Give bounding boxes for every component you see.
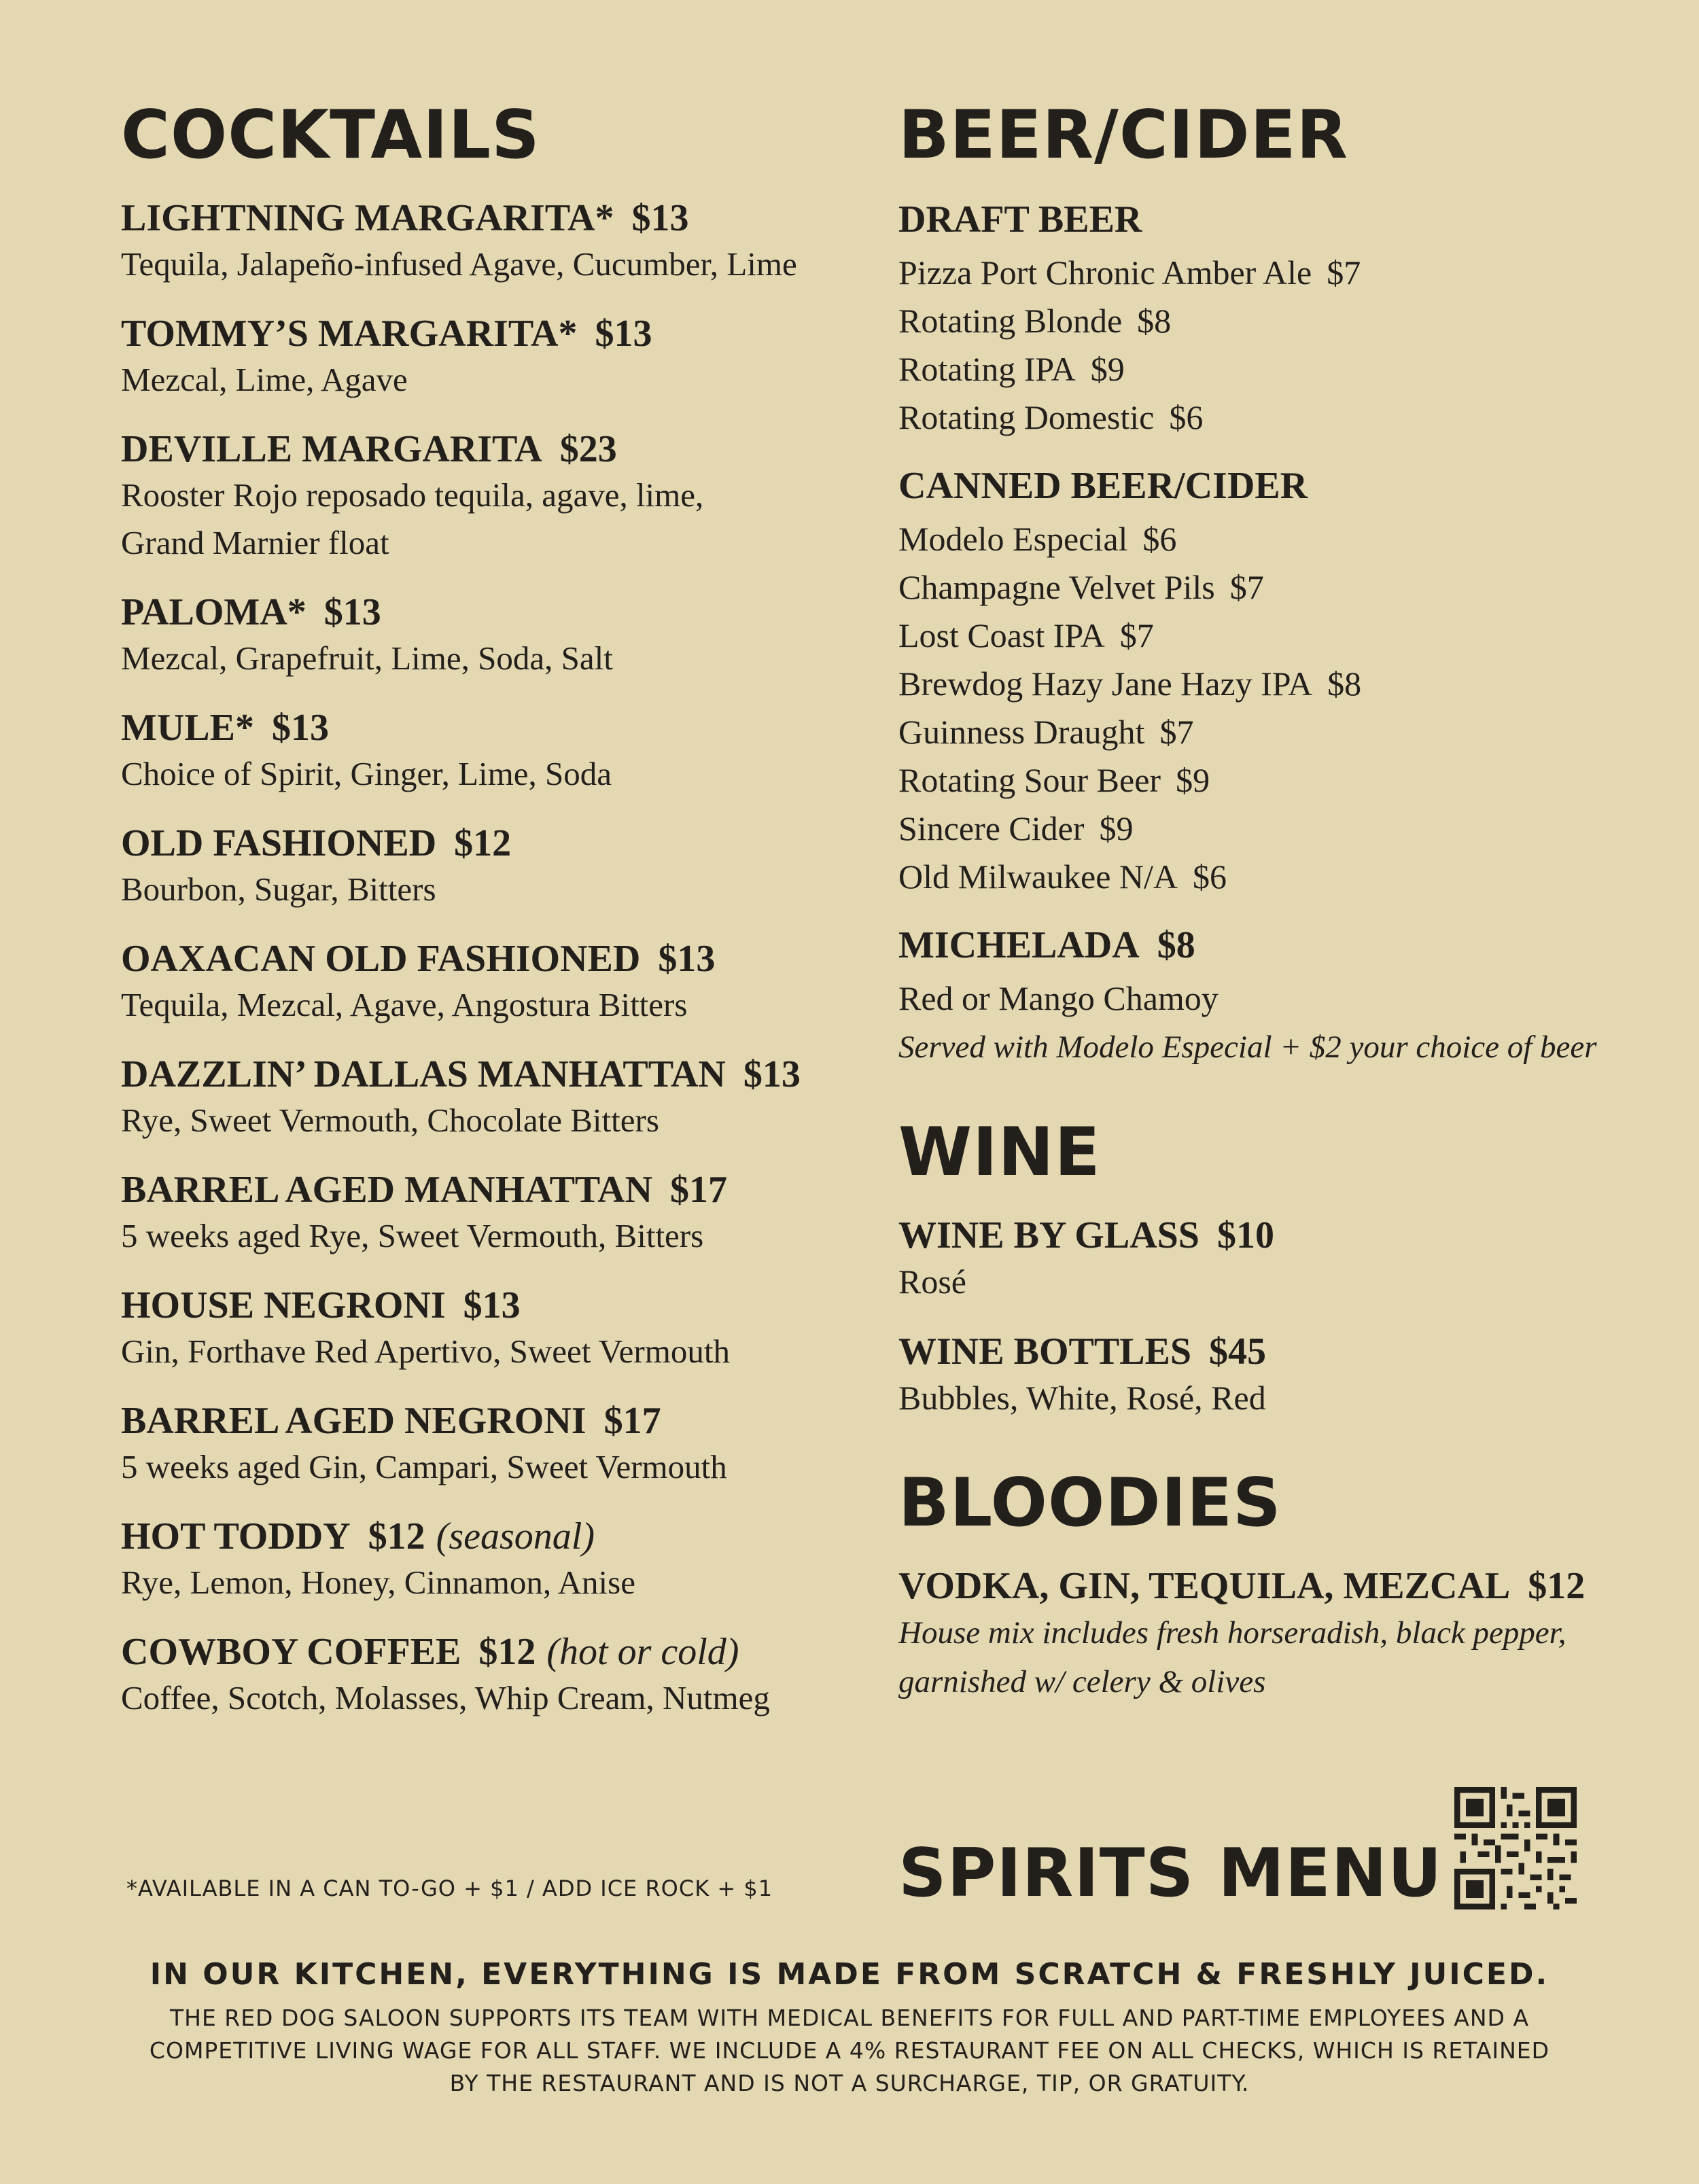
canned-beer-group bbox=[898, 462, 1646, 901]
item-price: $13 bbox=[743, 1053, 801, 1095]
bloodies-price: $12 bbox=[1528, 1565, 1586, 1607]
bloodies-description: House mix includes fresh horseradish, black pepper, bbox=[898, 1615, 1566, 1651]
item-name: DEVILLE MARGARITA bbox=[121, 428, 542, 470]
wine-bottles-item bbox=[898, 1329, 1646, 1422]
item-description: Coffee, Scotch, Molasses, Whip Cream, Nutmeg bbox=[121, 1679, 770, 1716]
beer-name: Rotating Domestic bbox=[898, 398, 1155, 436]
michelada-item bbox=[898, 921, 1646, 1072]
drinks-column bbox=[898, 96, 1646, 1729]
draft-beer-group bbox=[898, 196, 1646, 442]
beer-price: $9 bbox=[1176, 761, 1210, 799]
item-description: Tequila, Jalapeño-infused Agave, Cucumber, Lime bbox=[121, 245, 797, 283]
item-name: DAZZLIN’ DALLAS MANHATTAN bbox=[121, 1053, 726, 1095]
menu-item bbox=[121, 1283, 869, 1375]
beer-price: $9 bbox=[1090, 350, 1125, 388]
menu-item bbox=[121, 311, 869, 404]
menu-item bbox=[121, 1398, 869, 1491]
menu-item bbox=[121, 1630, 869, 1722]
beer-name: Champagne Velvet Pils bbox=[898, 568, 1215, 606]
bloodies-name: VODKA, GIN, TEQUILA, MEZCAL bbox=[898, 1565, 1511, 1607]
beer-name: Brewdog Hazy Jane Hazy IPA bbox=[898, 665, 1313, 703]
item-price: $12 bbox=[454, 822, 512, 864]
bloodies-description-line-2: garnished w/ celery & olives bbox=[898, 1664, 1266, 1699]
michelada-note: Served with Modelo Especial + $2 your choice of beer bbox=[898, 1029, 1597, 1065]
cocktails-footnote: *AVAILABLE IN A CAN TO-GO + $1 / ADD ICE ROCK + $1 bbox=[126, 1875, 773, 1901]
beer-name: Sincere Cider bbox=[898, 809, 1085, 847]
qr-code-icon[interactable] bbox=[1454, 1787, 1577, 1909]
list-item bbox=[898, 612, 1646, 660]
footer-body: THE RED DOG SALOON SUPPORTS ITS TEAM WITH MEDICAL BENEFITS FOR FULL AND PART-TIME EMPLOYEES AND A COMPETITIVE LIVING WAGE FOR ALL STAFF. WE INCLUDE A 4% RESTAURANT FEE ON ALL CHECKS, WHICH IS RETAINED BY THE RESTAURANT AND IS NOT A SURCHARGE, TIP, OR GRATUITY. bbox=[149, 2005, 1550, 2096]
bloodies-title: BLOODIES bbox=[898, 1464, 1282, 1542]
wine-glass-item bbox=[898, 1213, 1646, 1306]
michelada-price: $8 bbox=[1157, 924, 1195, 966]
beer-price: $8 bbox=[1137, 302, 1172, 340]
menu-item bbox=[121, 705, 869, 798]
cocktails-column bbox=[121, 96, 869, 1745]
item-name: TOMMY’S MARGARITA* bbox=[121, 313, 578, 355]
canned-beer-heading: CANNED BEER/CIDER bbox=[898, 465, 1308, 507]
bloodies-item bbox=[898, 1564, 1646, 1706]
list-item bbox=[898, 393, 1646, 442]
list-item bbox=[898, 249, 1646, 297]
item-name: HOT TODDY bbox=[121, 1515, 351, 1557]
item-price: $13 bbox=[463, 1284, 521, 1326]
spirits-menu-title: SPIRITS MENU bbox=[898, 1835, 1443, 1912]
list-item bbox=[898, 345, 1646, 393]
wine-glass-description: Rosé bbox=[898, 1263, 966, 1301]
item-name: BARREL AGED MANHATTAN bbox=[121, 1169, 653, 1211]
item-description: Rooster Rojo reposado tequila, agave, lime, bbox=[121, 476, 704, 514]
item-description: Rye, Lemon, Honey, Cinnamon, Anise bbox=[121, 1564, 635, 1601]
menu-item bbox=[121, 196, 869, 288]
item-name: OAXACAN OLD FASHIONED bbox=[121, 938, 641, 980]
list-item bbox=[898, 515, 1646, 563]
list-item bbox=[898, 708, 1646, 756]
beer-price: $6 bbox=[1169, 398, 1204, 436]
item-note: (hot or cold) bbox=[546, 1631, 739, 1673]
item-price: $13 bbox=[272, 707, 329, 749]
list-item bbox=[898, 660, 1646, 708]
beer-price: $7 bbox=[1159, 713, 1194, 751]
beer-cider-title: BEER/CIDER bbox=[898, 96, 1348, 174]
wine-bottles-description: Bubbles, White, Rosé, Red bbox=[898, 1379, 1266, 1417]
beer-price: $9 bbox=[1099, 809, 1134, 847]
cocktails-title: COCKTAILS bbox=[121, 96, 540, 174]
beer-name: Guinness Draught bbox=[898, 713, 1145, 751]
wine-bottles-name: WINE BOTTLES bbox=[898, 1331, 1192, 1373]
item-note: (seasonal) bbox=[436, 1515, 595, 1557]
item-description: Choice of Spirit, Ginger, Lime, Soda bbox=[121, 755, 612, 792]
michelada-name: MICHELADA bbox=[898, 924, 1140, 966]
list-item bbox=[898, 805, 1646, 853]
beer-price: $6 bbox=[1193, 858, 1227, 896]
item-description: Mezcal, Grapefruit, Lime, Soda, Salt bbox=[121, 639, 613, 677]
wine-title: WINE bbox=[898, 1114, 1101, 1191]
footer-headline: IN OUR KITCHEN, EVERYTHING IS MADE FROM SCRATCH & FRESHLY JUICED. bbox=[150, 1957, 1549, 1992]
item-price: $13 bbox=[631, 197, 689, 239]
wine-glass-price: $10 bbox=[1216, 1214, 1274, 1256]
menu-item bbox=[121, 590, 869, 682]
menu-item bbox=[121, 1514, 869, 1606]
wine-bottles-price: $45 bbox=[1209, 1331, 1267, 1373]
item-price: $13 bbox=[595, 313, 652, 355]
item-description: Gin, Forthave Red Apertivo, Sweet Vermouth bbox=[121, 1333, 730, 1370]
item-price: $17 bbox=[670, 1169, 728, 1211]
item-price: $13 bbox=[323, 591, 381, 633]
beer-price: $7 bbox=[1327, 253, 1361, 292]
item-description-line-2: Grand Marnier float bbox=[121, 524, 389, 561]
list-item bbox=[898, 853, 1646, 901]
item-price: $12 bbox=[368, 1515, 425, 1557]
beer-name: Lost Coast IPA bbox=[898, 616, 1105, 654]
item-description: Rye, Sweet Vermouth, Chocolate Bitters bbox=[121, 1102, 659, 1139]
item-price: $17 bbox=[603, 1400, 661, 1442]
menu-item bbox=[121, 1167, 869, 1260]
beer-name: Rotating IPA bbox=[898, 350, 1076, 388]
beer-name: Modelo Especial bbox=[898, 520, 1128, 558]
item-name: COWBOY COFFEE bbox=[121, 1631, 461, 1673]
menu-item bbox=[121, 427, 869, 567]
beer-name: Old Milwaukee N/A bbox=[898, 858, 1178, 896]
menu-item bbox=[121, 821, 869, 913]
item-description: Tequila, Mezcal, Agave, Angostura Bitters bbox=[121, 986, 688, 1023]
draft-beer-heading: DRAFT BEER bbox=[898, 198, 1142, 241]
item-description: Mezcal, Lime, Agave bbox=[121, 361, 408, 398]
beer-price: $8 bbox=[1327, 665, 1362, 703]
item-name: OLD FASHIONED bbox=[121, 822, 437, 864]
item-description: Bourbon, Sugar, Bitters bbox=[121, 870, 436, 908]
item-name: LIGHTNING MARGARITA* bbox=[121, 197, 614, 239]
item-name: MULE* bbox=[121, 707, 254, 749]
wine-glass-name: WINE BY GLASS bbox=[898, 1214, 1199, 1256]
item-price: $13 bbox=[658, 938, 716, 980]
michelada-description: Red or Mango Chamoy bbox=[898, 979, 1219, 1017]
item-name: PALOMA* bbox=[121, 591, 306, 633]
list-item bbox=[898, 563, 1646, 612]
beer-price: $7 bbox=[1229, 568, 1264, 606]
beer-name: Pizza Port Chronic Amber Ale bbox=[898, 253, 1312, 292]
item-price: $12 bbox=[478, 1631, 536, 1673]
beer-name: Rotating Sour Beer bbox=[898, 761, 1161, 799]
beer-name: Rotating Blonde bbox=[898, 302, 1123, 340]
menu-item bbox=[121, 1052, 869, 1144]
item-description: 5 weeks aged Rye, Sweet Vermouth, Bitters bbox=[121, 1217, 704, 1254]
list-item bbox=[898, 297, 1646, 345]
list-item bbox=[898, 756, 1646, 805]
item-description: 5 weeks aged Gin, Campari, Sweet Vermouth bbox=[121, 1448, 727, 1485]
item-price: $23 bbox=[559, 428, 617, 470]
beer-price: $6 bbox=[1142, 520, 1177, 558]
beer-price: $7 bbox=[1119, 616, 1154, 654]
menu-item bbox=[121, 936, 869, 1029]
item-name: BARREL AGED NEGRONI bbox=[121, 1400, 586, 1442]
item-name: HOUSE NEGRONI bbox=[121, 1284, 446, 1326]
